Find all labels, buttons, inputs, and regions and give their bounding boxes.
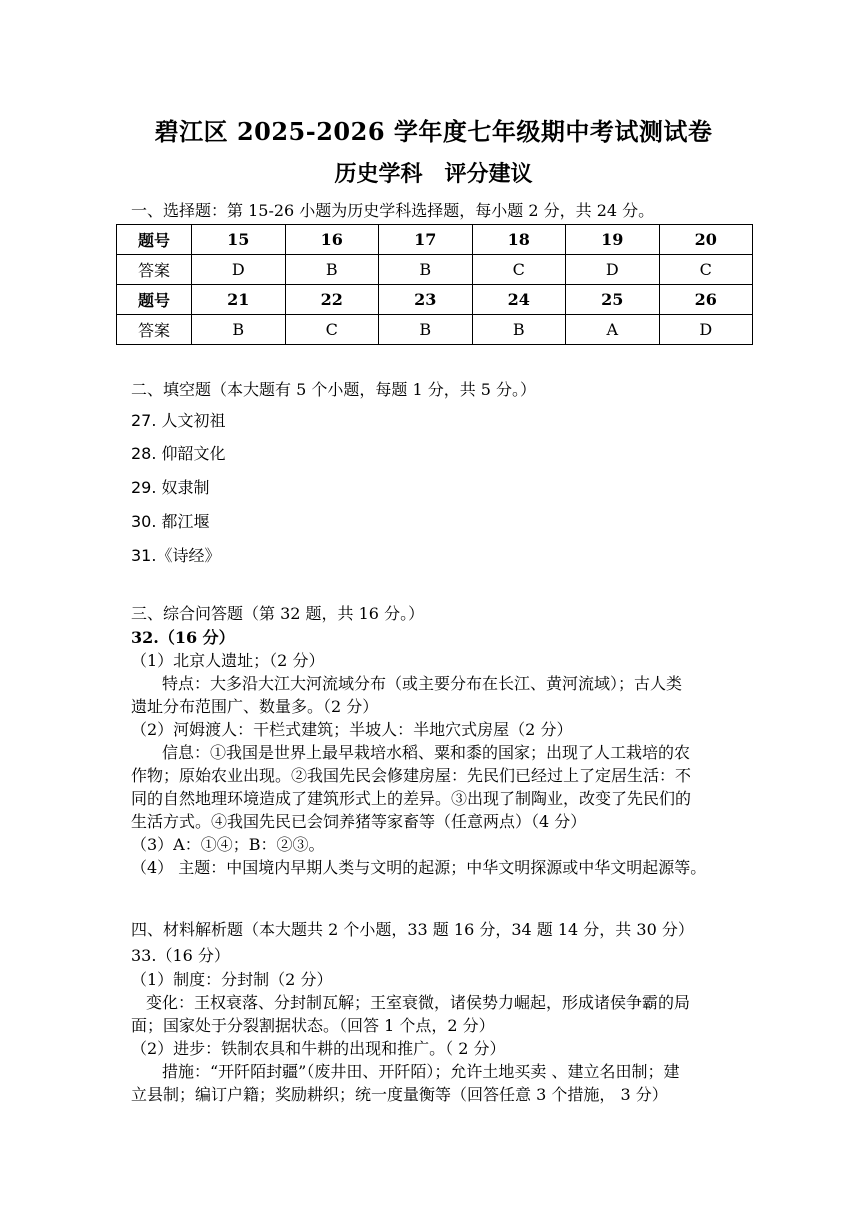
answer-line: 面；国家处于分裂割据状态。（回答 1 个点，2 分） [131,1016,495,1035]
row-label-question: 题号 [117,285,192,315]
answer-cell: C [659,255,753,285]
answer-line: 特点：大多沿大江大河流域分布（或主要分布在长江、黄河流域）；古人类 [162,674,683,693]
question-number: 26 [659,285,753,315]
section2-heading: 二、填空题（本大题有 5 个小题，每题 1 分，共 5 分。） [131,380,537,399]
subtitle-type: 评分建议 [444,161,533,187]
question-number: 16 [285,225,379,255]
row-label-answer: 答案 [117,255,192,285]
list-item: 31.《诗经》 [131,546,221,565]
page-subtitle [0,157,867,188]
answer-cell: D [192,255,286,285]
answer-line: （4） 主题：中国境内早期人类与文明的起源；中华文明探源或中华文明起源等。 [131,858,707,877]
section1-heading: 一、选择题：第 15-26 小题为历史学科选择题，每小题 2 分，共 24 分。 [131,201,655,220]
table-row [117,255,753,285]
question-number: 18 [472,225,566,255]
answer-cell: D [659,315,753,345]
answer-cell: C [472,255,566,285]
question-number: 20 [659,225,753,255]
answer-line: （1）制度：分封制（2 分） [131,970,333,989]
page-title: 碧江区 2025-2026 学年度七年级期中考试测试卷 [154,117,713,146]
question-number: 22 [285,285,379,315]
answer-line: （2）河姆渡人：干栏式建筑；半坡人：半地穴式房屋（2 分） [131,720,573,739]
question-number: 25 [566,285,660,315]
answer-cell: A [566,315,660,345]
table-row [117,225,753,255]
section4-heading: 四、材料解析题（本大题共 2 个小题，33 题 16 分，34 题 14 分，共 30 分） [131,920,694,939]
row-label-question: 题号 [117,225,192,255]
subtitle-subject: 历史学科 [334,161,423,187]
answer-line: （1）北京人遗址；（2 分） [131,651,325,670]
question-label: 32.（16 分） [131,628,235,647]
answer-cell: B [379,315,473,345]
answer-cell: D [566,255,660,285]
answer-line: （3）A：①④；B：②③。 [131,835,325,854]
answer-line: 措施：“开阡陌封疆”（废井田、开阡陌）；允许土地买卖 、建立名田制；建 [162,1062,680,1081]
question-number: 15 [192,225,286,255]
answer-line: 生活方式。④我国先民已会饲养猪等家畜等（任意两点）（4 分） [131,812,587,831]
question-label: 33.（16 分） [131,946,230,965]
answer-line: 遗址分布范围广、数量多。（2 分） [131,697,379,716]
table-row [117,285,753,315]
answer-line: 信息：①我国是世界上最早栽培水稻、粟和黍的国家；出现了人工栽培的农 [162,743,691,762]
answer-cell: B [379,255,473,285]
table-row [117,315,753,345]
question-number: 19 [566,225,660,255]
answer-cell: B [285,255,379,285]
answer-cell: B [472,315,566,345]
answer-line: 立县制；编订户籍；奖励耕织；统一度量衡等（回答任意 3 个措施， 3 分） [131,1085,668,1104]
row-label-answer: 答案 [117,315,192,345]
question-number: 17 [379,225,473,255]
answer-cell: B [192,315,286,345]
answer-line: 同的自然地理环境造成了建筑形式上的差异。③出现了制陶业，改变了先民们的 [131,789,692,808]
question-number: 21 [192,285,286,315]
answer-line: 作物；原始农业出现。②我国先民会修建房屋：先民们已经过上了定居生活：不 [131,766,692,785]
list-item: 29. 奴隶制 [131,478,210,497]
question-number: 24 [472,285,566,315]
answer-line: 变化：王权衰落、分封制瓦解；王室衰微，诸侯势力崛起，形成诸侯争霸的局 [146,993,691,1012]
list-item: 28. 仰韶文化 [131,444,226,463]
answer-cell: C [285,315,379,345]
answer-line: （2）进步：铁制农具和牛耕的出现和推广。（ 2 分） [131,1039,506,1058]
answer-table [116,224,753,345]
question-number: 23 [379,285,473,315]
list-item: 27. 人文初祖 [131,411,226,430]
list-item: 30. 都江堰 [131,512,210,531]
section3-heading: 三、综合问答题（第 32 题，共 16 分。） [131,604,425,623]
